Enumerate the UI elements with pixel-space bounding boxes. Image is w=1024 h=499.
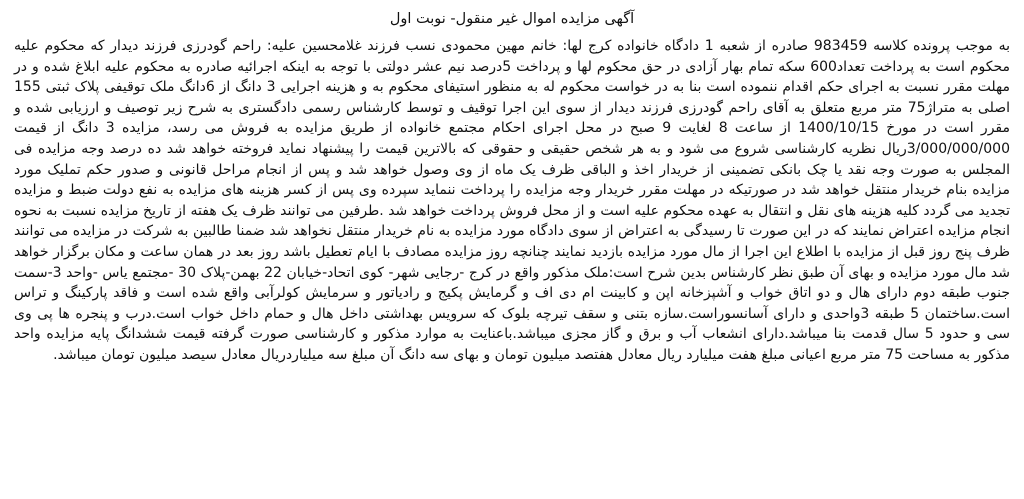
notice-title: آگهی مزایده اموال غیر منقول- نوبت اول (389, 11, 635, 27)
notice-body: به موجب پرونده کلاسه 983459 صادره از شعبه 1 دادگاه خانواده کرج لها: خانم مهین محمودی نسب فرزند غلامحسین علیه: راحم گودرزی فرزند دیدار که محکوم علیه محکوم است به پرداخت تعداد600 سکه تمام بهار آزادی در حق محکوم لها و پرداخت 5درصد نیم عشر دولتی با توجه به اینکه اجرائیه صادره به محکوم علیه ابلاغ شده و در مهلت مقرر نسبت به اجرای حکم اقدام ننموده است بنا به در خواست محکوم له به منظور استیفای محکوم به و هزینه اجرایی 3 دانگ از 6دانگ ملک توقیفی پلاک ثبتی 155 اصلی به متراژ75 متر مربع متعلق به آقای راحم گودرزی فرزند دیدار از سوی این اجرا توقیف و توسط کارشناس رسمی دادگستری به شرح زیر توصیف و ارزیابی شده و مقرر است در مورخ 1400/10/15 از ساعت 8 لغایت 9 صبح در محل اجرای احکام مجتمع خانواده از طریق مزایده به فروش می رسد، مزایده 3 دانگ از قیمت 3/000/000/000ریال نظریه کارشناسی شروع می شود و به هر شخص حقیقی و حقوقی که بالاترین قیمت را پیشنهاد نماید فروخته خواهد شد ده درصد وجه مزایده فی المجلس به صورت وجه نقد یا چک بانکی تضمینی از خریدار اخذ و الباقی ظرف یک ماه از وی وصول خواهد شد و پس از انجام مراحل قانونی و صدور حکم تملیک مورد مزایده بنام خریدار منتقل خواهد شد در صورتیکه در مهلت مقرر خریدار وجه مزایده را پرداخت ننماید سپرده وی پس از کسر هزینه های مزایده به نفع دولت ضبط و مزایده تجدید می گردد کلیه هزینه های نقل و انتقال به عهده محکوم علیه است و از محل فروش پرداخت خواهد شد .طرفین می توانند ظرف یک هفته از تاریخ مزایده نسبت به نحوه انجام مزایده اعتراض نمایند که در این صورت تا رسیدگی به اعتراض از سوی دادگاه مورد مزایده به نام خریدار منتقل نخواهد شد ضمنا طالبین به شرکت در مزایده می توانند ظرف پنج روز قبل از مزایده با اطلاع این اجرا از مال مورد مزایده بازدید نمایند چنانچه روز مزایده مصادف با ایام تعطیل باشد روز بعد در همان ساعت و مکان برگزار خواهد شد مال مورد مزایده و بهای آن طبق نظر کارشناس بدین شرح است:ملک مذکور واقع در کرج -رجایی شهر- کوی اتحاد-خیابان 22 بهمن-پلاک 30 -مجتمع یاس -واحد 3-سمت جنوب طبقه دوم دارای هال و دو اتاق خواب و آشپزخانه اپن و کابینت ام دی اف و گرمایش پکیج و رادیاتور و سرمایش کولرآبی واقع شده است و فاقد پارکینگ و تراس است.ساختمان 5 طبقه 3واحدی و دارای آسانسوراست.سازه بتنی و سقف تیرچه بلوک که سرویس بهداشتی داخل هال و حمام داخل خواب است.درب و پنجره ها پی وی سی و حدود 5 سال قدمت بنا میباشد.دارای انشعاب آب و برق و گاز مجزی میباشد.باعنایت به موارد مذکور و کارشناسی صورت گرفته قیمت ششدانگ پایه مزایده واحد مذکور به مساحت 75 متر مربع اعیانی مبلغ هفت میلیارد ریال معادل هفتصد میلیون تومان و بهای سه دانگ آن مبلغ سه میلیاردریال معادل سیصد میلیون تومان میباشد. (14, 38, 1011, 363)
auction-notice (14, 8, 1010, 366)
